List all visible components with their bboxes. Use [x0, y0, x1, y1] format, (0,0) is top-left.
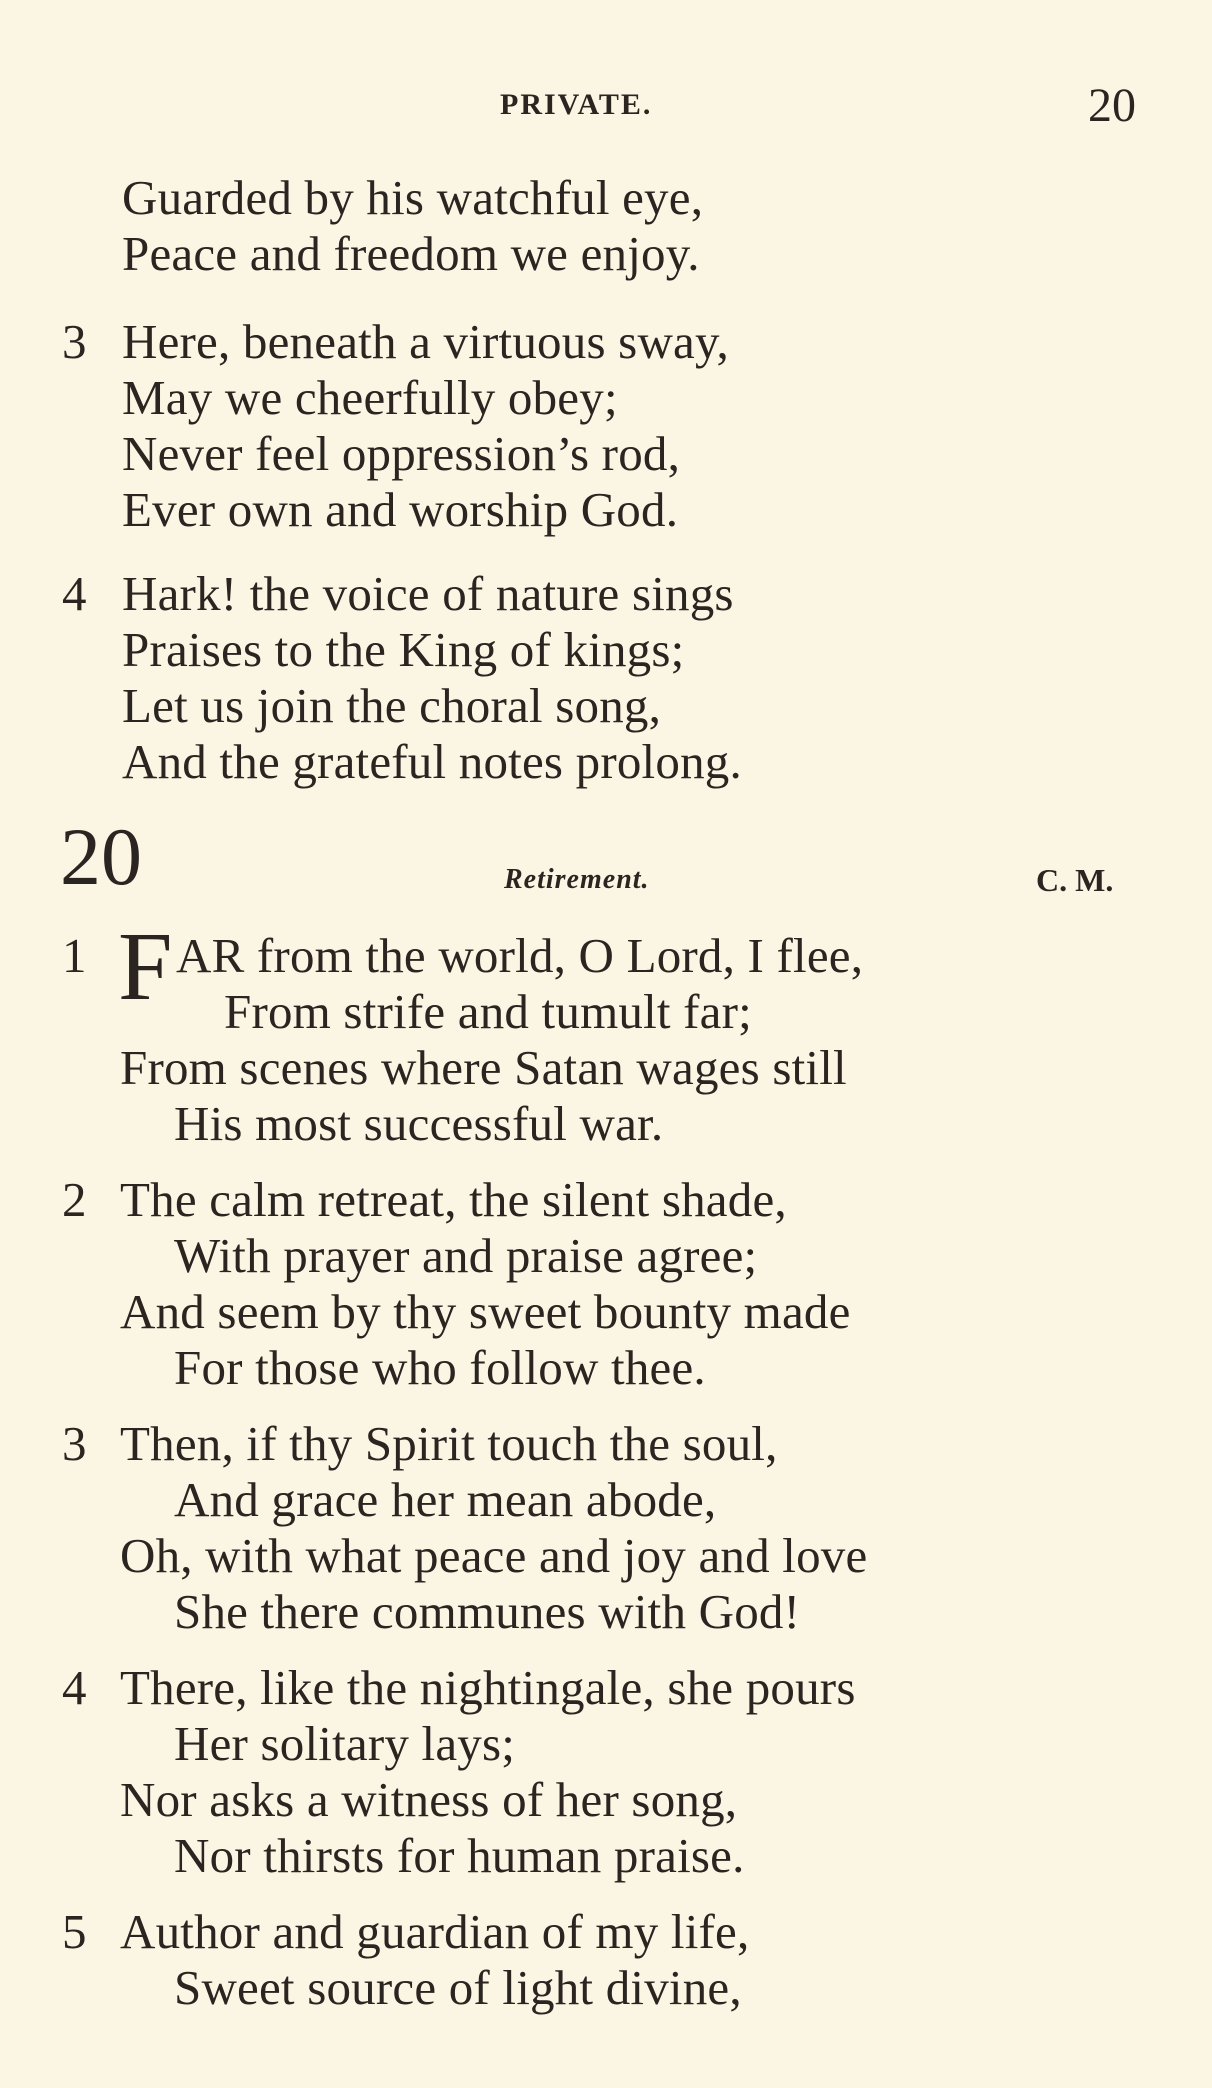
hymn-meter: C. M. [1036, 862, 1114, 898]
verse-line: AR from the world, O Lord, I flee, [176, 928, 864, 983]
verse-line: For those who follow thee. [174, 1340, 706, 1395]
verse-number: 3 [62, 1416, 87, 1471]
verse-number: 3 [62, 314, 87, 369]
verse-line: Here, beneath a virtuous sway, [122, 314, 729, 369]
verse-line: Oh, with what peace and joy and love [120, 1528, 868, 1583]
running-head: PRIVATE. [500, 88, 653, 121]
page-number: 20 [1088, 79, 1136, 132]
verse-line: Nor thirsts for human praise. [174, 1828, 745, 1883]
drop-cap: F [118, 913, 173, 1021]
verse-line: There, like the nightingale, she pours [120, 1660, 856, 1715]
verse-line: His most successful war. [174, 1096, 664, 1151]
verse-line: Ever own and worship God. [122, 482, 679, 537]
verse-line: May we cheerfully obey; [122, 370, 618, 425]
verse-number: 1 [62, 928, 87, 983]
verse-number: 5 [62, 1904, 87, 1959]
continuation-line: Peace and freedom we enjoy. [122, 226, 700, 281]
verse-line: From strife and tumult far; [224, 984, 752, 1039]
verse-line: Her solitary lays; [174, 1716, 516, 1771]
verse-line: Nor asks a witness of her song, [120, 1772, 738, 1827]
continuation-line: Guarded by his watchful eye, [122, 170, 704, 225]
verse-line: And seem by thy sweet bounty made [120, 1284, 851, 1339]
verse-line: Sweet source of light divine, [174, 1960, 742, 2015]
verse-line: Then, if thy Spirit touch the soul, [120, 1416, 778, 1471]
verse-number: 2 [62, 1172, 87, 1227]
verse-line: From scenes where Satan wages still [120, 1040, 847, 1095]
verse-line: Author and guardian of my life, [120, 1904, 750, 1959]
verse-number: 4 [62, 566, 87, 621]
verse-line: Hark! the voice of nature sings [122, 566, 734, 621]
hymn-title: Retirement. [504, 864, 650, 895]
verse-line: Praises to the King of kings; [122, 622, 685, 677]
verse-line: And the grateful notes prolong. [122, 734, 742, 789]
verse-line: She there communes with God! [174, 1584, 801, 1639]
verse-line: And grace her mean abode, [174, 1472, 717, 1527]
verse-line: The calm retreat, the silent shade, [120, 1172, 787, 1227]
hymn-number: 20 [60, 811, 142, 902]
verse-number: 4 [62, 1660, 87, 1715]
verse-line: Let us join the choral song, [122, 678, 662, 733]
verse-line: With prayer and praise agree; [174, 1228, 758, 1283]
verse-line: Never feel oppression’s rod, [122, 426, 681, 481]
